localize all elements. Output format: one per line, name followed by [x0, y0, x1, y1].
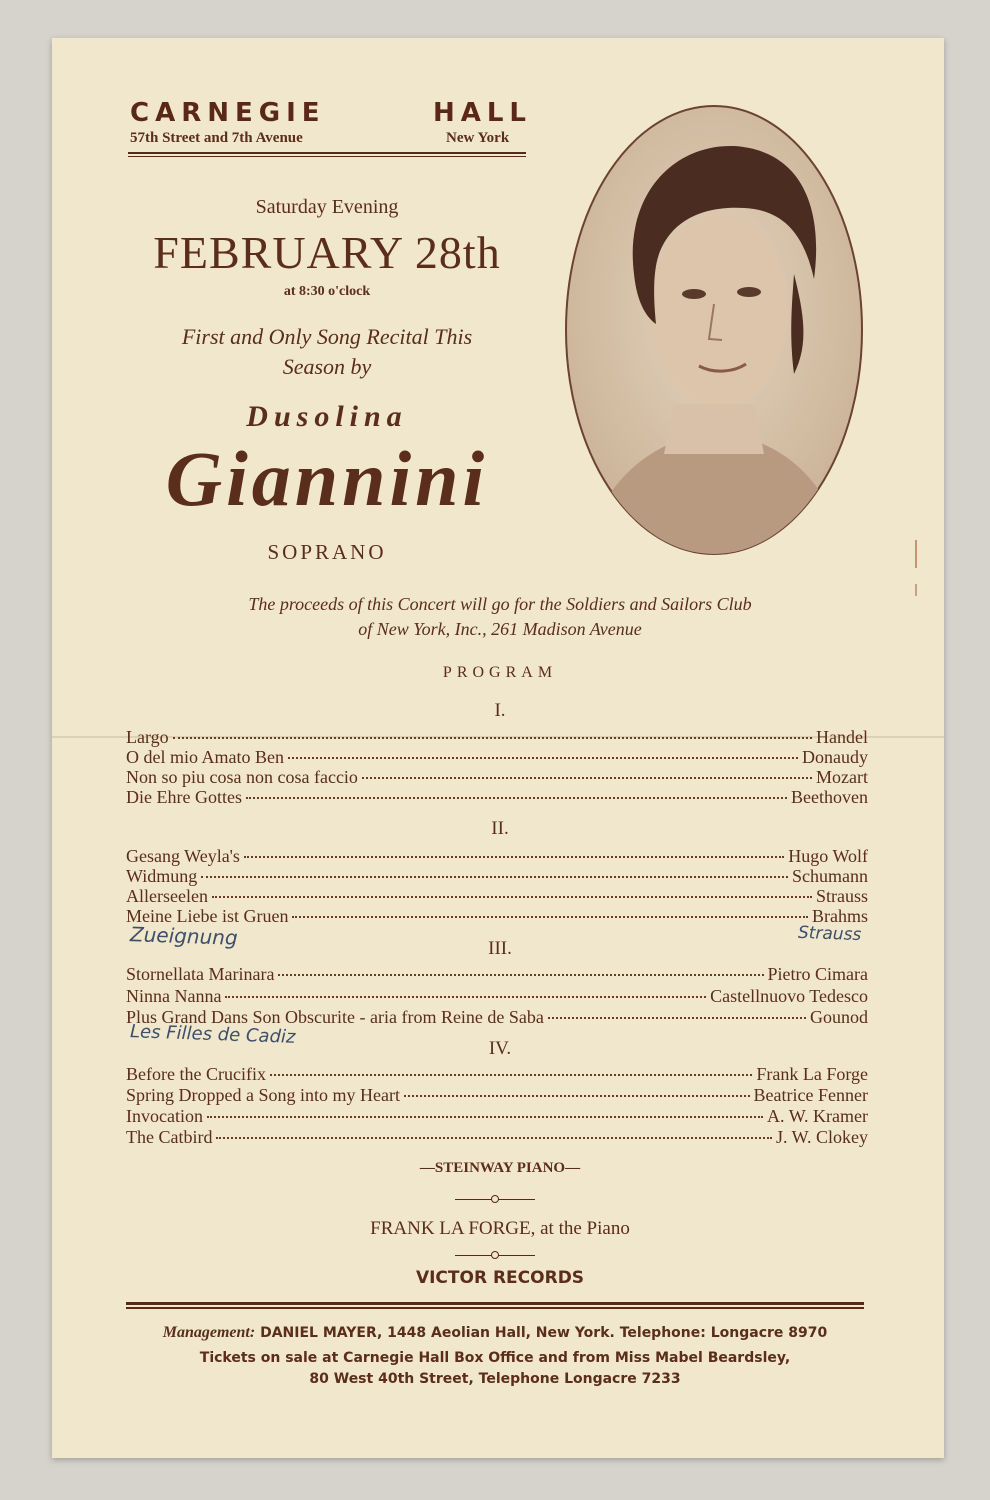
program-item [126, 726, 868, 748]
ornament-divider [455, 1194, 535, 1204]
venue-title-right: HALL [432, 98, 532, 128]
header-rule [128, 152, 526, 157]
piece-title: Die Ehre Gottes [126, 787, 242, 807]
piece-composer: Brahms [812, 906, 868, 926]
piece-title: Meine Liebe ist Gruen [126, 906, 289, 926]
piece-composer: Strauss [815, 886, 868, 906]
piece-title: Plus Grand Dans Son Obscurite - aria from Reine de Saba [126, 1007, 544, 1027]
handwritten-note: Strauss [797, 922, 862, 946]
section-numeral: IV. [488, 1038, 512, 1059]
program-item [126, 766, 868, 788]
piece-composer: Castellnuovo Tedesco [710, 986, 868, 1006]
program-item [126, 963, 868, 985]
piece-title: Non so piu cosa non cosa faccio [126, 767, 358, 787]
performer-first-name: Dusolina [246, 400, 408, 433]
piece-title: Largo [126, 727, 169, 747]
venue-city: New York [446, 130, 510, 146]
piece-composer: Frank La Forge [756, 1064, 868, 1084]
performer-portrait [564, 104, 864, 556]
leader-dots [212, 896, 812, 898]
leader-dots [548, 1017, 806, 1019]
tagline-line-1: First and Only Song Recital This [181, 324, 473, 349]
leader-dots [404, 1095, 750, 1097]
section-numeral: III. [488, 938, 512, 959]
program-item [126, 1105, 868, 1127]
program-item [126, 985, 868, 1007]
program-item [126, 786, 868, 808]
proceeds-line-2: of New York, Inc., 261 Madison Avenue [358, 619, 642, 639]
piece-title: Spring Dropped a Song into my Heart [126, 1085, 400, 1105]
piece-composer: A. W. Kramer [767, 1106, 868, 1126]
program-item [126, 865, 868, 887]
leader-dots [246, 797, 787, 799]
tickets-line-1: Tickets on sale at Carnegie Hall Box Office and from Miss Mabel Beardsley, [199, 1350, 791, 1366]
leader-dots [288, 757, 798, 759]
program-item [126, 1063, 868, 1085]
leader-dots [270, 1074, 752, 1076]
proceeds-line-1: The proceeds of this Concert will go for the Soldiers and Sailors Club [248, 594, 752, 614]
piano-brand: —STEINWAY PIANO— [419, 1160, 581, 1176]
event-date: FEBRUARY 28th [153, 227, 501, 278]
piece-composer: Handel [816, 727, 868, 747]
management-line [100, 1324, 890, 1342]
leader-dots [225, 996, 706, 998]
management-text: DANIEL MAYER, 1448 Aeolian Hall, New York. Telephone: Longacre 8970 [260, 1325, 828, 1341]
program-item [126, 1126, 868, 1148]
piece-title: Invocation [126, 1106, 203, 1126]
program-item [126, 746, 868, 768]
piece-composer: Schumann [792, 866, 868, 886]
piece-composer: J. W. Clokey [775, 1127, 868, 1147]
footer-rule [126, 1302, 864, 1309]
leader-dots [362, 777, 812, 779]
piece-title: O del mio Amato Ben [126, 747, 284, 767]
piece-composer: Beatrice Fenner [753, 1085, 868, 1105]
piece-composer: Beethoven [791, 787, 868, 807]
venue-address: 57th Street and 7th Avenue [130, 130, 303, 146]
event-day: Saturday Evening [255, 196, 399, 218]
piece-composer: Mozart [816, 767, 868, 787]
piece-title: Gesang Weyla's [126, 846, 240, 866]
performer-last-name: Giannini [165, 435, 489, 522]
event-time: at 8:30 o'clock [283, 284, 371, 299]
ticket-info [100, 1348, 890, 1390]
piece-title: Before the Crucifix [126, 1064, 266, 1084]
piece-title: Allerseelen [126, 886, 208, 906]
leader-dots [173, 737, 812, 739]
program-heading: PROGRAM [442, 664, 558, 681]
tickets-line-2: 80 West 40th Street, Telephone Longacre 7233 [309, 1371, 681, 1387]
proceeds-note [130, 592, 870, 642]
piece-composer: Pietro Cimara [767, 964, 868, 984]
section-numeral: I. [494, 700, 506, 721]
ornament-divider [455, 1250, 535, 1260]
paper-tear-mark [914, 540, 918, 600]
event-tagline [128, 322, 526, 382]
piece-composer: Donaudy [802, 747, 868, 767]
program-item [126, 845, 868, 867]
piece-title: Stornellata Marinara [126, 964, 275, 984]
leader-dots [278, 974, 763, 976]
management-label: Management: [162, 1324, 256, 1341]
piece-composer: Gounod [810, 1007, 868, 1027]
piece-title: Ninna Nanna [126, 986, 222, 1006]
program-item [126, 905, 868, 927]
leader-dots [244, 856, 784, 858]
handwritten-note: Zueignung [129, 922, 239, 950]
piece-title: Widmung [126, 866, 198, 886]
venue-title-left: CARNEGIE [130, 98, 326, 128]
program-item [126, 1084, 868, 1106]
leader-dots [292, 916, 808, 918]
section-numeral: II. [491, 818, 509, 839]
program-item [126, 885, 868, 907]
handwritten-note: Les Filles de Cadiz [129, 1021, 296, 1048]
leader-dots [216, 1137, 772, 1139]
performer-voice-type: SOPRANO [267, 540, 387, 564]
piece-title: The Catbird [126, 1127, 213, 1147]
accompanist: FRANK LA FORGE, at the Piano [370, 1218, 630, 1239]
leader-dots [201, 876, 788, 878]
piece-composer: Hugo Wolf [788, 846, 868, 866]
records-label: VICTOR RECORDS [415, 1268, 585, 1288]
leader-dots [207, 1116, 763, 1118]
tagline-line-2: Season by [282, 354, 372, 379]
